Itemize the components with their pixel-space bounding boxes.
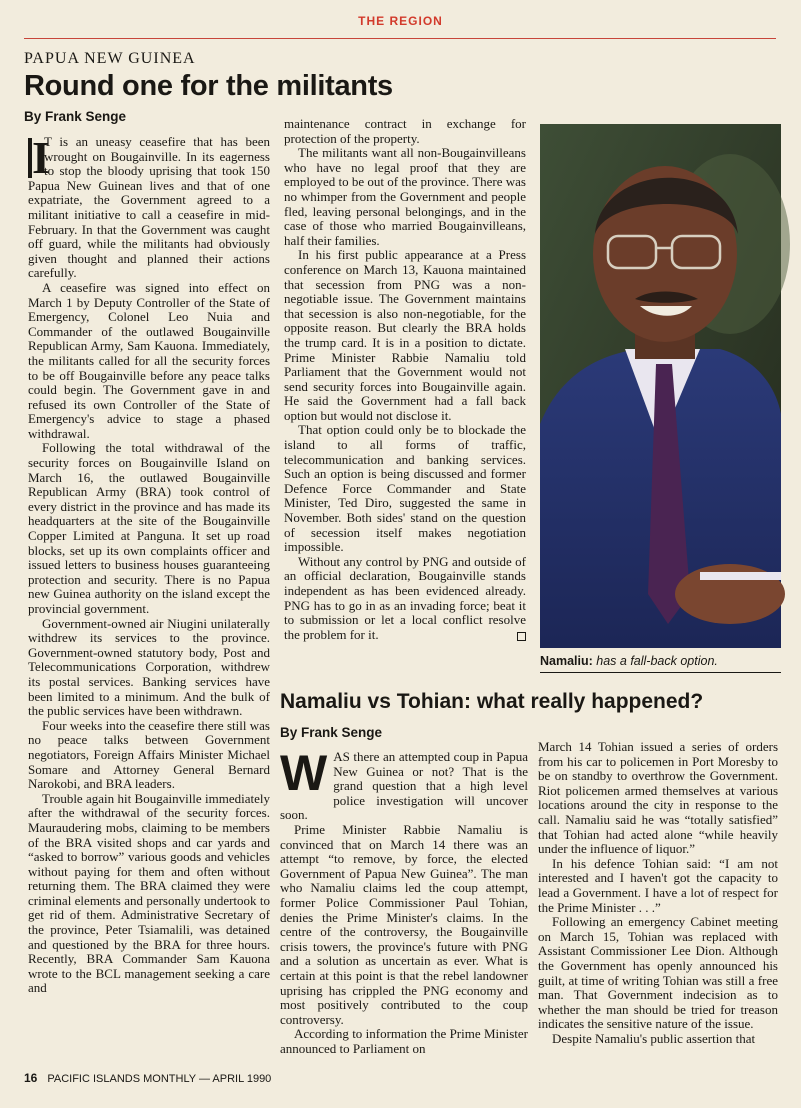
article1-paragraph: T is an uneasy ceasefire that has been wrought on Bougainville. In its eagerness to stop the bloody uprising that took 150 Papua New Guinean lives and that of one expatriate, the Government agreed to a militant initiative to call a ceasefire in mid-February. In that the Government was caught off guard, while the militants had obviously given thought and planned their actions carefully. bbox=[28, 134, 270, 281]
byline: By Frank Senge bbox=[24, 109, 127, 124]
byline-2: By Frank Senge bbox=[280, 725, 383, 740]
article2-paragraph: AS there an attempted coup in Papua New Guinea or not? That is the grand question that a high level police investigation will uncover soon. bbox=[280, 749, 528, 823]
dropcap-i: I bbox=[28, 138, 36, 178]
article2-paragraph: According to information the Prime Minister announced to Parliament on bbox=[280, 1026, 528, 1056]
article1-paragraph: In his first public appearance at a Press conference on March 13, Kauona maintained that secession from PNG was a non-negotiable issue. The Government maintains that secession is also non-negotiable, for the opposite reason. But clearly the BRA holds the trump card. It is in a position to dictate. Prime Minister Rabbie Namaliu told Parliament that the Government would not send security forces into Bougainville again. He said the Government had a fall back option but would not disclose it. bbox=[284, 247, 526, 423]
article2-paragraph: Despite Namaliu's public assertion that bbox=[552, 1030, 756, 1046]
article1-paragraph: Government-owned air Niugini unilaterally withdrew its services to the province. Government-owned statutory body, Post and Telecommunications Corporation, withdrew its postal services. Banking services have been limited to a minimum. And the bulk of the public services have been withdrawn. bbox=[28, 615, 270, 719]
headline: Round one for the militants bbox=[24, 70, 393, 102]
article1-paragraph: Four weeks into the ceasefire there still was no peace talks between Government negotiators, Foreign Affairs Minister Michael Somare and Attorney General Bernard Narokobi, and BRA leaders. bbox=[28, 717, 270, 792]
article1-paragraph: Trouble again hit Bougainville immediately after the withdrawal of the security forces. Mauraudering mobs, claiming to be members of the BRA visited shops and car yards and “asked to borrow” various goods and vehicles without paying for them and often without returning them. The BRA claimed they were criminal elements and personally undertook to get rid of them. Administrative Secretary of the province, Peter Tsiamalili, was detained and questioned by the BRA for three hours. Recently, BRA Commander Sam Kauona wrote to the BCL management seeking a care and bbox=[28, 790, 270, 996]
caption-rule bbox=[540, 672, 781, 673]
section-header: THE REGION bbox=[358, 14, 443, 28]
article2-paragraph: March 14 Tohian issued a series of orders from his car to policemen in Port Moresby to be on standby to overthrow the Government. Riot policemen armed themselves at various locations around the city in response to the call. Namaliu said he was “totally satisfied” that Tohian had acted alone “while heavily under the influence of liquor.” bbox=[538, 739, 778, 857]
caption-name: Namaliu: bbox=[540, 654, 593, 668]
article1-paragraph: That option could only be to blockade the island to all forms of traffic, telecommunication and banking services. Such an option is being discussed and former Defence Force Commander and State Minister, Ted Diro, suggested the same in November. Both sides' stand on the question of secession itself makes negotiation impossible. bbox=[284, 422, 526, 555]
page-footer bbox=[24, 1071, 271, 1085]
article2-column2 bbox=[538, 740, 778, 1046]
kicker: PAPUA NEW GUINEA bbox=[24, 50, 196, 67]
portrait-illustration bbox=[540, 124, 781, 648]
article2-paragraph: Following an emergency Cabinet meeting on March 15, Tohian was replaced with Assistant Commissioner Lee Dion. Although the Government has openly announced his guilt, at time of writing Tohian was still a free man. That Government indecision as to whether the man should be tried for treason indicates the sensitive nature of the issue. bbox=[538, 914, 778, 1032]
article1-paragraph: maintenance contract in exchange for protection of the property. bbox=[284, 116, 526, 146]
dropcap-w: W bbox=[280, 745, 328, 801]
article2-paragraph: In his defence Tohian said: “I am not interested and I haven't got the capacity to lead a Government. I have a lot of respect for the Prime Minister . . .” bbox=[538, 855, 778, 915]
article2-paragraph: Prime Minister Rabbie Namaliu is convinced that on March 14 there was an attempt “to remove, by force, the elected Government of Papua New Guinea”. The man who Namaliu claims led the coup attempt, former Police Commissioner Paul Tohian, denies the Prime Minister's claims. In the centre of the controversy, the Bougainville crisis towers, the province's future with PNG and a solution as uncertain as ever. What is certain at this point is that the rebel landowner uprising has crippled the PNG economy and most positively contributed to the coup controversy. bbox=[280, 821, 528, 1027]
photo-namaliu bbox=[540, 124, 781, 648]
headline-2: Namaliu vs Tohian: what really happened? bbox=[280, 690, 704, 713]
article1-paragraph: Following the total withdrawal of the security forces on Bougainville Island on March 16, the outlawed Bougainville Republican Army (BRA) took control of every district in the province and has made its headquarters at the site of the Bougainville Copper Limited at Panguna. It set up road blocks, set up its own complaints officer and issued letters to business houses guaranteeing protection and security. There is no Papua new Guinea authority on the island except the provincial government. bbox=[28, 440, 270, 616]
photo-caption bbox=[540, 654, 718, 668]
publication-line: PACIFIC ISLANDS MONTHLY — APRIL 1990 bbox=[47, 1073, 272, 1085]
article1-paragraph: Without any control by PNG and outside of an official declaration, Bougainville stands independent as has been evidenced already. PNG has to go in as an invading force; beat it to submission or let a local conflict resolve the problem for it. bbox=[284, 553, 526, 642]
article2-column1 bbox=[280, 745, 528, 1056]
article1-column2 bbox=[284, 117, 526, 642]
caption-text: has a fall-back option. bbox=[596, 654, 718, 668]
section-rule bbox=[24, 38, 776, 39]
article1-column1 bbox=[28, 132, 270, 996]
end-mark-icon bbox=[517, 632, 526, 641]
article1-paragraph: The militants want all non-Bougainvilleans who have no legal proof that they are employed to be out of the province. There was no whimper from the Government and people fled, leaving personal belongings, and in the case of those who married Bougainvilleans, half their families. bbox=[284, 145, 526, 248]
page-number: 16 bbox=[24, 1071, 38, 1085]
article1-paragraph: A ceasefire was signed into effect on March 1 by Deputy Controller of the State of Emergency, Colonel Leo Nuia and Commander of the outlawed Bougainville Republican Army, Sam Kauona. Immediately, the militants called for all the security forces to be off Bougainville before any peace talks could begin. The Government gave in and refused its own Controller of the State of Emergency's advice to stage a phased withdrawal. bbox=[28, 279, 270, 441]
